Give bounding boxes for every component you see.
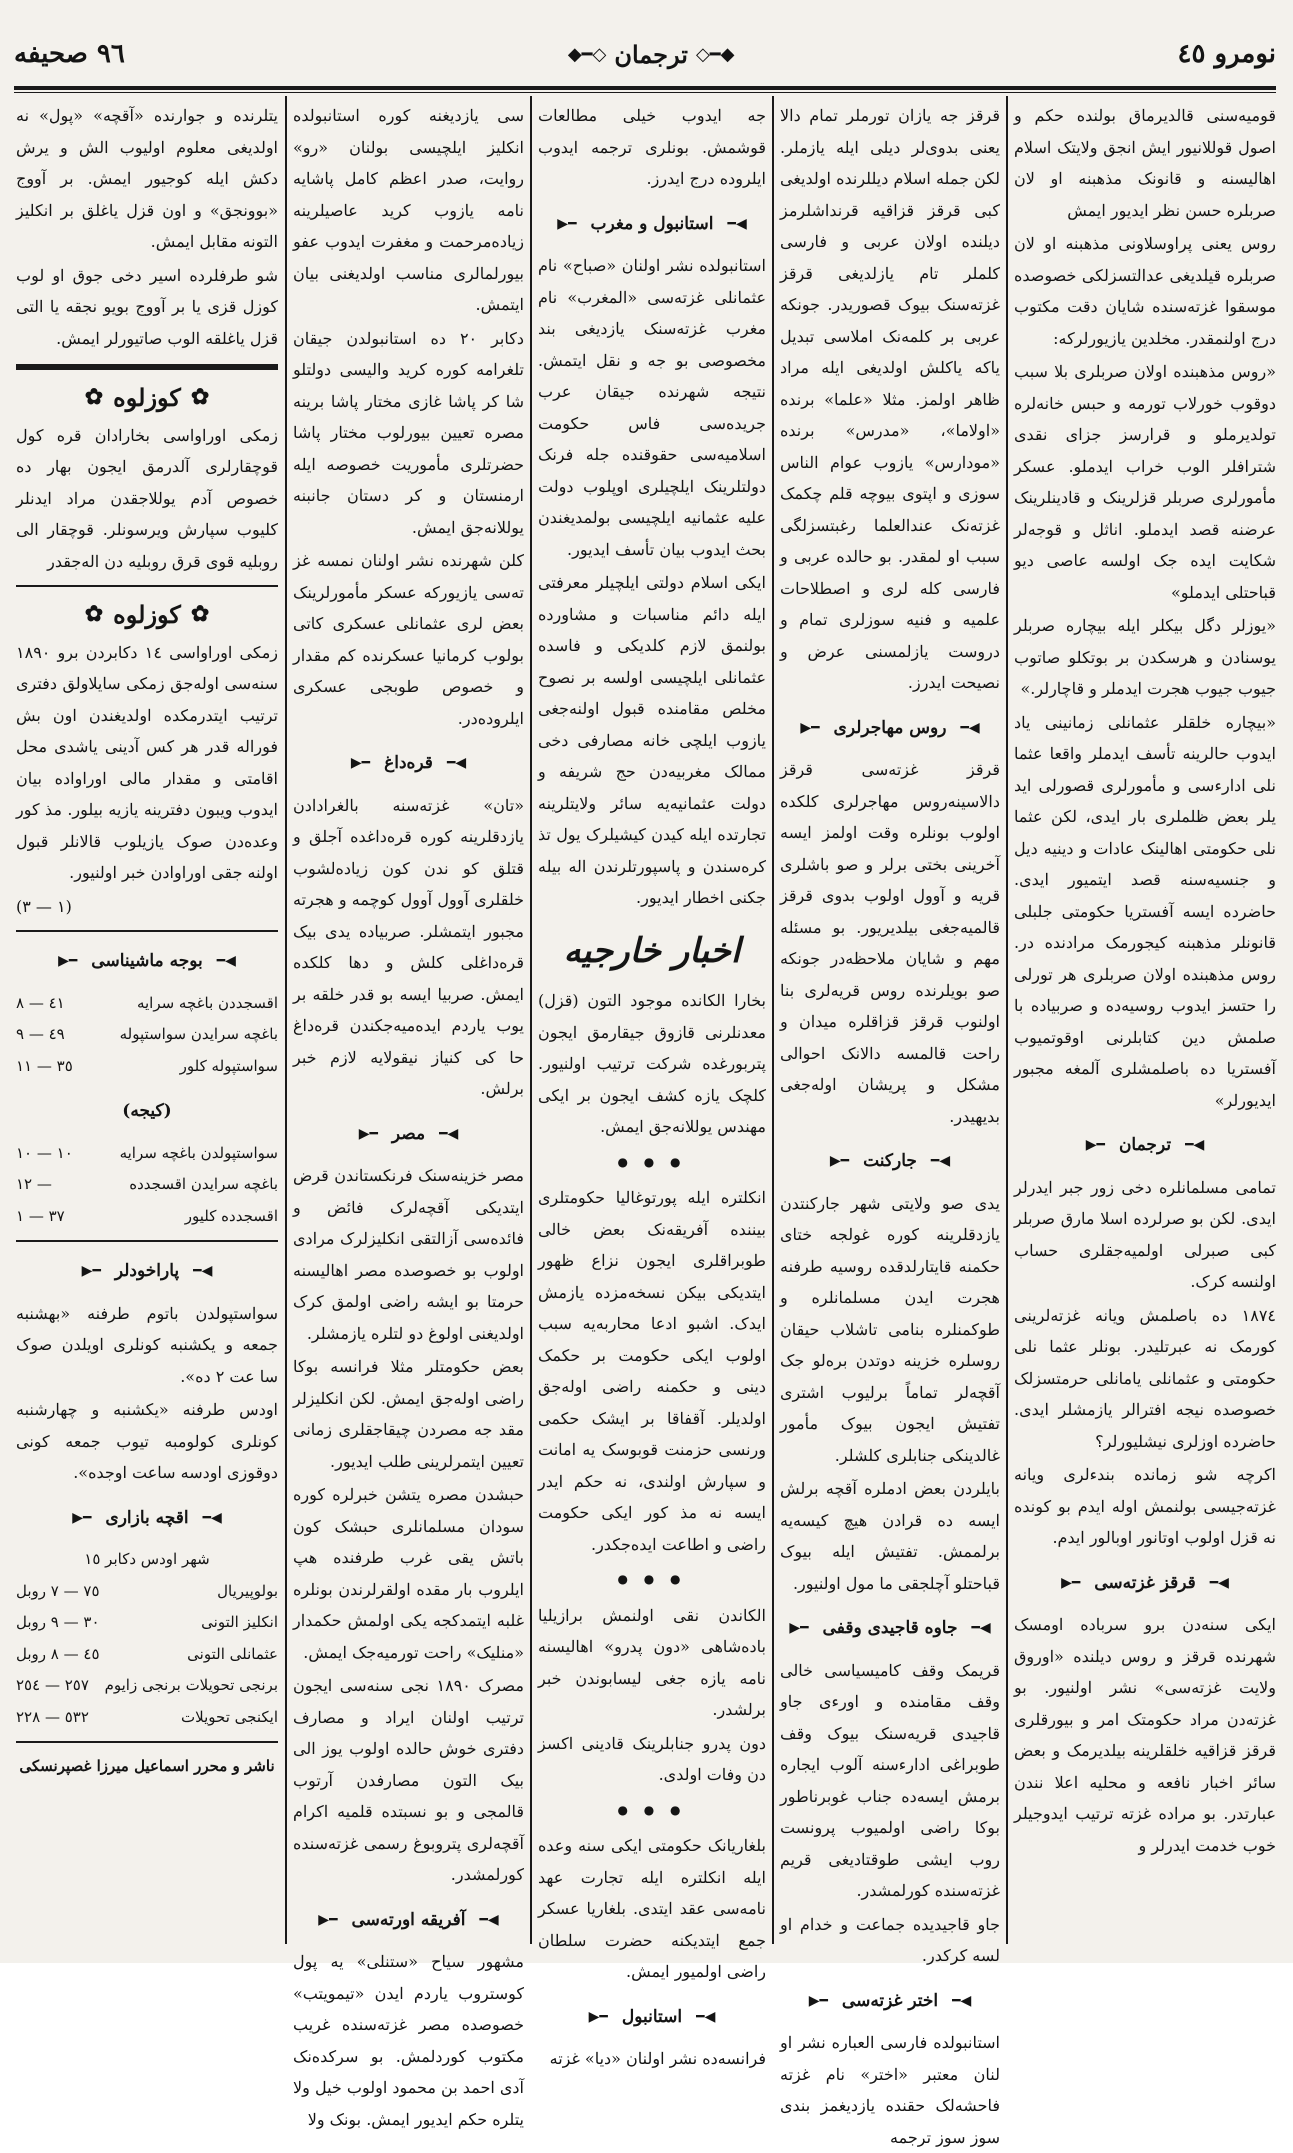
ornament-icon: ━▶ xyxy=(1061,1574,1081,1591)
ornament-icon: ◀━ xyxy=(727,215,747,232)
flower-icon: ✿ xyxy=(190,601,210,627)
paragraph: یتلرنده و جوارنده «آقچه» «پول» نه اولدیغی معلوم اولیوب الش و یرش دکش ایله کوجیور ایمش. بر آووج «بوونجق» و اون قزل یاغلق بر انکلیز التونه مقابل ایمش. xyxy=(16,106,278,251)
ornament-icon: ◀━ xyxy=(1185,1137,1205,1153)
divider xyxy=(16,364,278,370)
market-date: شهر اودس دکابر ١٥ xyxy=(84,1550,210,1568)
paragraph: مشهور سیاح «ستنلی» یه پول کوستروب یاردم ایدن «تیمویتب» خصوصده مصر غزته‌سنده غریب مکتوب کوردلمش. بو سرکده‌نک آدی احمد بن محمود اولوب خیل ولا یتلره حکم ایدیور ایمش. بونک ولا xyxy=(293,1952,524,2129)
paragraph: «تان» غزته‌سنه بالغرادادن یازدقلرینه کوره قره‌داغده آجلق و قتلق کو ندن کون زیاده‌لشوب خلقلری آوول آوول کوچمه و هجرته مجبور ایتمشلر. صربیاده یدی بیک قره‌داغلی کلش و دها کلکده ایمش. صربیا ایسه بو قدر خلقه بر یوب یاردم ایده‌میه‌جکندن قره‌داغ حا کی کنیاز نیقولایه لازم خبر برلش. xyxy=(293,795,524,1098)
ornament-icon: ━▶ xyxy=(72,1509,92,1526)
paragraph: سواستپولدن باتوم طرفنه «بهشنبه جمعه و یکشنبه کونلری اویلدن صوک سا عت ٢ ده». xyxy=(16,1303,278,1386)
market-row: انکلیز التونی ٣٠ — ٩ روبل xyxy=(16,1613,278,1631)
section-heading: ◀━ روس مهاجرلری ━▶ xyxy=(780,713,1000,745)
paragraph: شو طرفلرده اسیر دخی جوق او لوب کوزل قزی یا بر آووج بویو نجقه یا التی قزل یاغلقه الوب صاتیورلر ایمش. xyxy=(16,265,278,348)
column-4 xyxy=(293,100,524,2129)
page-header xyxy=(14,28,1276,80)
column-divider xyxy=(772,96,774,1944)
paragraph: ایکی سنه‌دن برو سرباده اومسک شهرنده قرقز و روس دیلنده «اوروق ولایت غزته‌سی» نشر اولنیور. بو غزته‌دن مراد حکومتک امر و بیورقلری قرقز قزاقیه خلقلرینه بیلدیرمک و بعض سائر اخبار نافعه و محلیه اعلا نندن عبارتدر. بو مراده غزته ترتیب ایدوجیلر خوب خدمت ایدرلر و xyxy=(1014,1615,1276,1855)
paragraph: حبشدن مصره یتشن خبرلره کوره سودان مسلمانلری حبشک کون باتش یقی غرب طرفنده هپ ایلروب بار مقده اولقرلرندن بونلره غلبه ایتمدکجه یکی اولمش حکمدار «منلیک» راحت تورمیه‌جک ایمش. xyxy=(293,1485,524,1662)
paragraph: اودس طرفنه «یکشنبه و چهارشنبه کونلری کولومبه تیوب جمعه کونی دوقوزی اودسه ساعت اوجده». xyxy=(16,1400,278,1482)
paragraph: سی یازدیغنه کوره استانبولده انکلیز ایلچیسی بولنان «رو» روایت، صدر اعظم کامل پاشایه نامه یازوب کرید عاصیلرینه زیاده‌مرحمت و مغفرت ایدوب عفو بیورلمالری مناسب اولدیغنی بیان ایتمش. xyxy=(293,106,524,314)
column-divider xyxy=(530,96,532,1944)
ornament-icon: ◀━ xyxy=(696,2008,716,2025)
ornament-icon: ◀━ xyxy=(479,1911,499,1928)
ornament-icon: ◀━ xyxy=(439,1125,459,1142)
ornament-icon: ◀━ xyxy=(202,1509,222,1526)
section-heading: ◀━ آفریقه اورته‌سی ━▶ xyxy=(293,1905,524,1937)
paragraph: جه ایدوب خیلی مطالعات قوشمش. بونلری ترجمه ایدوب ایلروده درج ایدرز. xyxy=(538,106,766,188)
market-row: برنجی تحویلات برنجی زایوم ٢٥٧ — ٢٥٤ xyxy=(16,1676,278,1694)
divider xyxy=(16,1240,278,1242)
schedule-row: سواستپولدن باغچه سرایه ١٠ — ١٠ xyxy=(16,1143,278,1162)
section-heading: ◀━ پاراخودلر ━▶ xyxy=(16,1256,278,1288)
section-heading: ◀━ استانبول و مغرب ━▶ xyxy=(538,209,766,241)
ornament-icon: ━▶ xyxy=(81,1263,101,1279)
section-heading: ◀━ ترجمان ━▶ xyxy=(1014,1130,1276,1162)
paragraph: الکاندن نقی اولنمش برازیلیا باده‌شاهی «دون پدرو» اهالیسنه نامه یازه جغی لیسابوندن خبر برلشدر. xyxy=(538,1605,766,1719)
ornament-icon: ━▶ xyxy=(350,755,371,771)
section-heading: ◀━ اختر غزته‌سی ━▶ xyxy=(780,1986,1000,2018)
paragraph: استانبولده نشر اولنان «صباح» نام عثمانلی غزته‌سی «المغرب» نام مغرب غزته‌سنک یازدیغی بند مخصوصی بو جه و نقل ایتمش. نتیجه شهرنده جیقان عرب جریده‌سی فاس حکومت اسلامیه‌سی حقوقنده جله فرنک دولتلرینک ایلچیلری اوپلوب دولت علیه عثمانیه ایلچیسی بولمدیغندن بحث ایدوب بیان تأسف ایدیور. xyxy=(538,256,766,559)
advertisement: زمکی اوراواسی ١٤ دکابردن برو ١٨٩٠ سنه‌سی اوله‌جق زمکی سایلاولق دفتری ترتیب ایتدرمکده اولدیغندن اون بش فوراله قدر هر کس آدینی یاشدی محل اقامتی و مقدار مالی اوراواده بیان ایدوب ویبون دفترینه یازیه بیلور. مذ کور وعده‌دن صوک یازیلوب قالانلر قبول اولنه جقی اوراوادن خبر اولنیور. xyxy=(16,642,278,882)
section-heading: ◀━ قرقز غزته‌سی ━▶ xyxy=(1014,1568,1276,1600)
ornament-icon: ━▶ xyxy=(808,1992,828,2009)
ad-title: ✿ کوزلوه ✿ xyxy=(84,383,210,412)
divider xyxy=(16,1741,278,1743)
divider xyxy=(16,585,278,587)
flower-icon: ✿ xyxy=(84,601,104,627)
section-heading: ◀━ قره‌داغ ━▶ xyxy=(293,748,524,780)
paragraph: کلن شهرنده نشر اولنان نمسه غز ته‌سی یازیورکه عسکر مأمورلرینک بعض لری عثمانلی عسکری کاتی بولوب کرمانیا عسکرنده کم مقدار و خصوص طوبجی عسکری ایلروده‌در. xyxy=(293,551,524,728)
paragraph: قریمک وقف کامیسیاسی خالی وقف مقامنده و اورءی جاو قاجیدی قریه‌سنک بیوک وقف طوبراغی ادارءسنه آلوب ایجاره برمش ایسه‌ده جناب غوبرناطور بوکا راضی اولمیوب پرونست روب ایشی طوقتادیغی قریم غزته‌سنده کورلمشدر. xyxy=(780,1660,1000,1900)
masthead-title xyxy=(568,40,735,69)
section-heading: ◀━ جارکنت ━▶ xyxy=(780,1146,1000,1178)
column-divider xyxy=(1006,96,1008,1944)
ornament-icon: ◀━ xyxy=(930,1153,951,1169)
section-heading: ◀━ مصر ━▶ xyxy=(293,1119,524,1151)
schedule-row: باغچه سرایدن سواستپوله ٤٩ — ٩ xyxy=(16,1025,278,1043)
paragraph: «یوزلر دگل بیکلر ایله بیچاره صربلر یوسنادن و هرسکدن بر بوتکلو صاتوب جیوب جیوب هجرت ایدملر و قاچارلر.» xyxy=(1014,616,1276,698)
column-5 xyxy=(16,100,278,1940)
section-heading: ◀━ بوجه ماشیناسی ━▶ xyxy=(16,946,278,978)
paragraph: قرقز غزته‌سی قرقز دالاسینه‌روس مهاجرلری کلکده اولوب بونلره وقت اولمز ایسه آخرینی بختی برلر و صو باشلری قریه و آوول اولوب بدوی قرقز قالمیه‌جغی بیلدیریور. بو مسئله مهم و شایان ملاحظه‌در جونکه صو بویلرنده روس قریه‌لری بنا اولنوب قرقز قزاقلره میدان و راحت قالمسه دالانک احوالی مشکل و پریشان اوله‌جغی بدیهیدر. xyxy=(780,760,1000,1126)
page-number: ٩٦ صحیفه xyxy=(14,39,125,69)
paragraph: قومیه‌سنی قالدیرماق بولنده حکم و اصول قوللانیور ایش انجق ولایتک اسلام اهالیسنه و قانونک مذهبنه او لان صربلره حسن نظر ایدیور ایمش xyxy=(1014,106,1276,220)
paragraph: استانبولده فارسی العباره نشر او لنان معتبر «اختر» نام غزته فاحشه‌لک حقنده یازدیغمز بندی سوز سوز ترجمه xyxy=(780,2033,1000,2147)
ornament-icon: ━▶ xyxy=(800,719,820,736)
flower-icon: ✿ xyxy=(190,384,210,410)
ad-reference: (١ — ٣) xyxy=(16,896,72,916)
ornament-icon: ◀━ xyxy=(446,755,467,771)
paragraph: مصر خزینه‌سنک فرنکستاندن قرض ایتدیکی آقچه‌لرک فائض و فائده‌سی آزالتقی انکلیزلرک مرادی اولوب بو خصوصده مصر اهالیسنه حرمتا بو ایشه راضی اولمق کرک اولدیغنی اولوغ دو لتلره یازمشلر. xyxy=(293,1166,524,1343)
masthead-title-text: ترجمان xyxy=(614,39,688,69)
paragraph: اکرچه شو زمانده بندءلری ویانه غزته‌جیسی بولنمش اوله ایدم بو کونده نه قزل اولوب اوتانور اوبالور ایدم. xyxy=(1014,1465,1276,1547)
issue-number: نومرو ٤٥ xyxy=(1177,39,1276,69)
advertisement: زمکی اوراواسی بخارادان قره کول قوچقارلری آلدرمق ایجون بهار ده خصوص آدم یوللاجقدن مراد ایدنلر کلیوب سپارش ویرسونلر. قوچقار الی روبلیه قوی قرق روبلیه دن اله‌جقدر xyxy=(16,425,278,571)
ornament-icon: ━▶ xyxy=(358,1125,378,1142)
paragraph: انکلتره ایله پورتوغالیا حکومتلری بیننده آفریقه‌نک بعض خالی طوبراقلری ایجون نزاع ظهور ایتدیکی بیکن نسخه‌مزده یازمش ایدک. اشبو ادعا محاربه‌یه سبب اولوب ایکی حکومت بر حکمک دینی و حکمنه راضی اوله‌جق اولدیلر. آقفاقا بر ایشک حکمی ورنسی حزمنت قوبوسک یه امانت و سپارش اولندی، نه حکم ایدر ایسه نه مذ کور ایکی حکومت راضی و اطاعت ایده‌جکدر. xyxy=(538,1188,766,1554)
flower-icon: ✿ xyxy=(84,384,104,410)
market-row: بولوپیریال ٧٥ — ٧ روبل xyxy=(16,1581,278,1600)
ornament-icon: ━▶ xyxy=(1085,1137,1105,1153)
paragraph: مصرک ١٨٩٠ نجی سنه‌سی ایجون ترتیب اولنان ایراد و مصارف دفتری خوش حالده اولوب یوز الی بیک التون مصارفدن آرتوب قالمجی و بو نسبتده قلمیه اکرام آقچه‌لری پتروبوغ رسمی غزته‌سنده کورلمشدر. xyxy=(293,1676,524,1884)
ornament-icon: ━▶ xyxy=(58,953,78,969)
paragraph: ١٨٧٤ ده باصلمش ویانه غزته‌لرینی کورمک نه عبرتلیدر. بونلر عثما نلی حکومتی و عثمانلی یامانلی حرمتسزلک خصوصده نیجه افترالر یازمشلر ایدی. حاضرده اوزلری نیشلیورلر؟ xyxy=(1014,1305,1276,1451)
paragraph: قرقز جه یازان تورملر تمام دالا یعنی بدوی‌لر دیلی ایله یازملر. لکن جمله اسلام دیللرنده اولدیغی کبی قرقز قزاقیه قرنداشلرمز دیلنده اولان عربی و فارسی کلملر تام یازلدیغی قرقز غزته‌سنک بیوک قصوریدر. جونکه عربی بر کلمه‌نک املاسی تبدیل یاکه یاکلش اولدیغی ایله مراد ظاهر اولمز. مثلا «علما» برنده «اولاما»، «مدرس» برنده «مودارس» یازوب عوام الناس سوزی و اپتوی بیوچه قلم چکمک غزته‌نک عندالعلما رغبتسزلگی سبب او لمقدر. بو حالده عربی و فارسی کله لری و اصطلاحات علمیه و فنیه سوزلری تمام و دروست یازلمسنی عرض و نصیحت ایدرز. xyxy=(780,106,1000,692)
ornament-icon: ━▶ xyxy=(318,1911,338,1928)
paragraph: بلغاریانک حکومتی ایکی سنه وعده ایله انکلتره ایله تجارت عهد نامه‌سی عقد ایتدی. بلغاریا عسکر جمع ایتدیکنه حضرت سلطان راضی اولمیور ایمش. xyxy=(538,1836,766,1981)
ornament-icon: ◀━ xyxy=(1209,1574,1229,1591)
paragraph: دون پدرو جنابلرینک قادینی اکسز دن وفات اولدی. xyxy=(538,1733,766,1784)
foreign-news-heading: اخبار خارجیه xyxy=(563,930,741,971)
ornament-icon: ◀━ xyxy=(971,1620,991,1636)
ornament-icon: ◇━◆ xyxy=(567,43,607,65)
column-3 xyxy=(538,100,766,2068)
paragraph: بعض حکومتلر مثلا فرانسه بوکا راضی اوله‌جق ایمش. لکن انکلیزلر مقد جه مصردن چیقاجقلری زمانی تعیین ایتمرلرینی طلب ایدیور. xyxy=(293,1357,524,1471)
section-heading: (کیجه) xyxy=(122,1101,172,1121)
column-divider xyxy=(285,96,287,1944)
ornament-icon: ◆━◇ xyxy=(695,43,735,65)
section-heading: ◀━ اقچه بازاری ━▶ xyxy=(16,1503,278,1535)
divider xyxy=(16,930,278,932)
paragraph: دکابر ٢٠ ده استانبولدن جیقان تلغرامه کوره کرید والیسی دولتلو شا کر پاشا غازی مختار پاشا برینه مصره تعیین بیورلوب مختار پاشا حضرتلری مأموریت خصوصه ایله ارمنستان و کر دستان جانبنه یوللانه‌جق ایمش. xyxy=(293,328,524,537)
market-row: ایکنجی تحویلات ٥٣٢ — ٢٢٨ xyxy=(16,1707,278,1726)
paragraph: بایلردن بعض ادملره آقچه برلش ایسه ده قرادن هیچ کیسه‌یه برلممش. تفتیش ایله بیوک قباحتلو آچلجقی ما مول اولنیور. xyxy=(780,1479,1000,1593)
publisher-line: ناشر و محرر اسماعیل میرزا غصپرنسکی xyxy=(19,1757,275,1775)
paragraph: جاو قاجیدیده جماعت و خدام او لسه کرکدر. xyxy=(780,1914,1000,1965)
paragraph: بخارا الکانده موجود التون (قزل) معدنلرنی قازوق جیقارمق ایجون پتربورغده شرکت ترتیب اولنیور. کلچک یازه کشف ایجون بر ایکی مهندس یوللانه‌جق ایمش. xyxy=(538,991,766,1136)
ornament-icon: ◀━ xyxy=(216,953,236,969)
schedule-row: سواستپوله کلور ٣٥ — ١١ xyxy=(16,1056,278,1075)
ornament-icon: ━▶ xyxy=(789,1620,809,1636)
market-row: عثمانلی التونی ٤٥ — ٨ روبل xyxy=(16,1644,278,1663)
paragraph: تمامی مسلمانلره دخی زور جبر ایدرلر ایدی. لکن بو صرلرده اسلا مارق صربلر کبی صبرلی اولمیه‌جقلری حساب اولنسه کرک. xyxy=(1014,1177,1276,1291)
ornament-icon: ◀━ xyxy=(952,1992,972,2009)
paragraph: فرانسه‌ده نشر اولنان «دیا» غزته‌ xyxy=(549,2049,766,2068)
column-1 xyxy=(1014,100,1276,1940)
schedule-row: باغچه سرایدن اقسجدده — ١٢ xyxy=(16,1175,278,1193)
separator: ● ● ● xyxy=(617,1572,687,1586)
separator: ● ● ● xyxy=(617,1802,687,1817)
ad-title: ✿ کوزلوه ✿ xyxy=(84,600,210,629)
ornament-icon: ◀━ xyxy=(193,1263,213,1279)
ornament-icon: ━▶ xyxy=(557,215,577,232)
separator: ● ● ● xyxy=(617,1154,687,1169)
paragraph: «روس مذهبنده اولان صربلری بلا سبب دوقوب خورلاب تورمه و حبس خانه‌لره تولدیرملو و قرارسز جزای نقدی شترافلر الوب خراب ایدملو. عسکر مأمورلری صربلر قزلرینک و قادینلرینک عرضنه قصد ایدملو. اناثل و قوجه‌لر شکایت ایده جک اولسه عاصی دیو قباحتلی ایدملو» xyxy=(1014,362,1276,602)
paragraph: «بیچاره خلقلر عثمانلی زمانینی یاد ایدوب حالرینه تأسف ایدملر واقعا عثما نلی ادارءسی و مأمورلری قصورلی اید یلر بعض ظلملری بار ایدی، لکن عثما نلی حکومتی اهالینک عادات و دینیه دیل و جنسیه‌سنه قصد ایتمیور ایدی. حاضرده ایسه آفستریا حکومتی جلبلی قانونلر مذهبنه کیجورمک مرادنده در. روس مذهبنده اولان صربلری هر تورلی را حتسز ایدوب روسیه‌ده و صربیاده با صلمش دین کتابلرنی اوقوتمیوب آفستریا ده باصلمشلری آلمغه مجبور ایدیورلر» xyxy=(1014,712,1276,1110)
section-heading: ◀━ استانبول ━▶ xyxy=(538,2002,766,2034)
column-2 xyxy=(780,100,1000,2147)
schedule-row: اقسجدده کلیور ٣٧ — ١ xyxy=(16,1206,278,1225)
paragraph: یدی صو ولایتی شهر جارکنتدن یازدقلرینه کوره غولجه ختای حکمنه قایتارلدقده روسیه طرفنه هجرت ایدن مسلمانلره و طوکمنلره بنامی تاشلاب حیقان روسلره خزینه دوتدن بره‌لو جک آقچه‌لر تماماً برلیوب اشتری تفتیش ایجون بیوک مأمور غالدینکی جنابلری کلشلر. xyxy=(780,1193,1000,1465)
section-heading: ◀━ جاوه قاجیدی وقفی ━▶ xyxy=(780,1613,1000,1645)
header-rule xyxy=(14,86,1276,90)
paragraph: روس یعنی پراوسلاونی مذهبنه او لان صربلره قیلدیغی عدالتسزلکی خصوصده موسقوا غزته‌سنده شایان دقت مکتوب درج اولنمقدر. مخلدین یازیورلرکه: xyxy=(1014,234,1276,348)
ornament-icon: ━▶ xyxy=(588,2008,608,2025)
schedule-row: اقسجددن باغچه سرایه ٤١ — ٨ xyxy=(16,993,278,1012)
paragraph: ایکی اسلام دولتی ایلچیلر معرفتی ایله دائم مناسبات و مشاورده بولنمق لازم کلدیکی و فاسده عثمانلی ایلچیسی اولسه بر نصوح مخلص مقامنده قبول اولنه‌جغی یازوب ایلچی خانه مصارفی دخی ممالک مغربیه‌دن حج شریفه و دولت عثمانیه‌یه سائر ولایتلرینه تجارتده ایله کیدن کیشیلرک یول تذ کره‌سندن و پاسپورتلرندن اله بیله جکنی اخطار ایدیور. xyxy=(538,573,766,907)
ornament-icon: ━▶ xyxy=(829,1153,850,1169)
ornament-icon: ◀━ xyxy=(960,719,980,736)
header-rule-thin xyxy=(14,92,1276,93)
